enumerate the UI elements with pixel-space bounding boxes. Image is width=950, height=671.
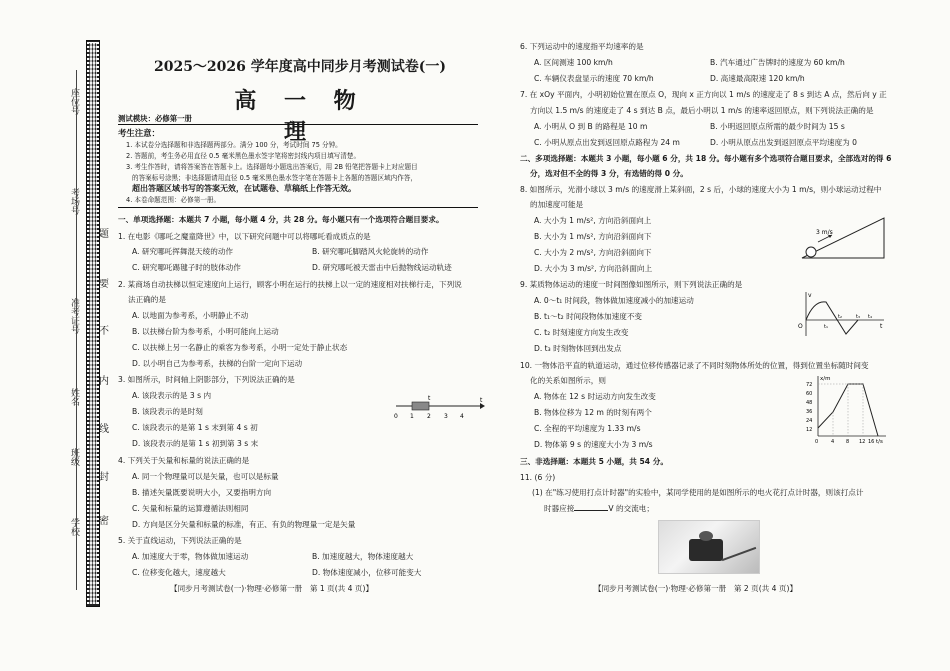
exam-room-field: [46, 188, 86, 268]
t3-label: t₃: [856, 314, 860, 320]
class-label: 班级: [69, 448, 79, 466]
seal-char: 不: [99, 326, 109, 337]
q7-option-d: D. 小明从原点出发到返回原点平均速度为 0: [710, 138, 858, 147]
seal-line-text: [99, 60, 113, 600]
y-tick: 60: [806, 391, 813, 397]
exam-title: 2025～2026 学年度高中同步月考测试卷(一): [153, 59, 447, 75]
q11-part1: (1) 在"练习使用打点计时器"的实验中，某同学使用的是如图所示的电火花打点计时器，则该打点计: [532, 488, 864, 497]
x-tick: 4: [831, 439, 835, 444]
q2-option-a: A. 以地面为参考系，小明静止不动: [132, 311, 249, 320]
q6-option-b: B. 汽车通过广告牌时的速度为 60 km/h: [710, 58, 845, 67]
question-7-stem: 7. 在 xOy 平面内，小明初始位置在原点 O，现向 x 正方向以 1 m/s 的速度走了 8 s 到达 A 点，然后向 y 正: [520, 90, 887, 99]
t-label: t: [880, 323, 883, 330]
note-line: 3. 考生作答时，请将答案答在答题卡上。选择题每小题选出答案后，用 2B 铅笔把答题卡上对应题目: [126, 163, 418, 171]
school-field: [46, 518, 86, 588]
section3-heading: 三、非选择题：本题共 5 小题，共 54 分。: [520, 457, 668, 466]
y-tick: 12: [806, 427, 813, 433]
timeline-shaded-segment: [412, 402, 429, 410]
y-tick: 72: [806, 382, 813, 388]
divider: [118, 124, 478, 125]
timeline-tick: 0: [394, 413, 398, 420]
name-field: [46, 388, 86, 448]
q4-option-b: B. 描述矢量既要说明大小，又要指明方向: [132, 488, 272, 497]
question-6-stem: 6. 下列运动中的速度指平均速率的是: [520, 42, 644, 51]
page2-footer: 【同步月考测试卷(一)·物理·必修第一册 第 2 页(共 4 页)】: [594, 584, 798, 593]
timer-body: [689, 539, 723, 561]
timeline-tick: 2: [427, 413, 431, 420]
q11-part1-cont: [544, 503, 654, 514]
section1-heading: 一、单项选择题：本题共 7 小题，每小题 4 分，共 28 分。每小题只有一个选项符合题目要求。: [118, 215, 444, 224]
section2-heading-cont: 分，选对但不全的得 3 分，有选错的得 0 分。: [530, 169, 688, 178]
x-axis-label: x/m: [820, 376, 831, 382]
timeline-tick: 1: [410, 413, 414, 420]
q10-xt-graph: [804, 372, 890, 444]
question-8-stem: 8. 如图所示，光滑小球以 3 m/s 的速度滑上某斜面，2 s 后，小球的速度大小为 1 m/s，则小球运动过程中: [520, 185, 882, 194]
origin-label: O: [798, 323, 803, 330]
q8-incline-figure: [798, 212, 888, 262]
q2-option-b: B. 以扶梯台阶为参考系，小明可能向上运动: [132, 327, 279, 336]
q1-option-a: A. 研究哪吒挥舞混天绫的动作: [132, 247, 234, 256]
q3-option-c: C. 该段表示的是第 1 s 末到第 4 s 初: [132, 423, 258, 432]
q1-option-b: B. 研究哪吒脚踏风火轮旋转的动作: [312, 247, 429, 256]
xt-line: [818, 384, 878, 436]
question-2-stem-cont: 法正确的是: [128, 295, 166, 304]
q10-option-b: B. 物体位移为 12 m 的时刻有两个: [534, 408, 652, 417]
q8-option-c: C. 大小为 2 m/s², 方向沿斜面向下: [534, 248, 652, 257]
page1-footer: 【同步月考测试卷(一)·物理·必修第一册 第 1 页(共 4 页)】: [170, 584, 374, 593]
q5-option-b: B. 加速度越大，物体速度越大: [312, 552, 414, 561]
q11-text: 时器应接: [544, 504, 575, 513]
question-1-stem: 1. 在电影《哪吒之魔童降世》中，以下研究问题中可以将哪吒看成质点的是: [118, 232, 371, 241]
q9-option-a: A. 0～t₁ 时间段，物体做加速度减小的加速运动: [534, 296, 694, 305]
timer-cable: [722, 547, 757, 561]
q9-option-c: C. t₂ 时刻速度方向发生改变: [534, 328, 629, 337]
y-tick: 48: [806, 400, 813, 406]
name-label: 姓名: [69, 388, 79, 406]
note-line: 超出答题区域书写的答案无效，在试题卷、草稿纸上作答无效。: [132, 184, 356, 193]
seal-char: 题: [99, 229, 109, 240]
t-axis-label: t/s: [876, 439, 883, 444]
question-11-stem: 11. (6 分): [520, 473, 556, 482]
q8-option-d: D. 大小为 3 m/s², 方向沿斜面向上: [534, 264, 653, 273]
school-label: 学校: [69, 518, 79, 536]
note-line: 4. 本卷命题范围：必修第一册。: [126, 196, 221, 204]
note-line: 2. 答题前，考生务必用直径 0.5 毫米黑色墨水签字笔将密封线内项目填写清楚。: [126, 152, 361, 160]
q8-option-b: B. 大小为 1 m/s², 方向沿斜面向下: [534, 232, 652, 241]
note-line: 的答案标号涂黑；非选择题请用直径 0.5 毫米黑色墨水签字笔在答题卡上各题的答题区域内作答，: [132, 174, 418, 182]
q10-option-c: C. 全程的平均速度为 1.33 m/s: [534, 424, 641, 433]
seal-char: 密: [99, 516, 109, 527]
timeline-axis-t: t: [480, 397, 483, 404]
q9-vt-graph: [796, 290, 886, 340]
q10-option-a: A. 物体在 12 s 时运动方向发生改变: [534, 392, 656, 401]
y-tick: 36: [806, 409, 813, 415]
question-2-stem: 2. 某商场自动扶梯以恒定速度向上运行，顾客小明在运行的扶梯上以一定的速度相对扶梯行走，下列说: [118, 280, 462, 289]
q10-option-d: D. 物体第 9 s 的速度大小为 3 m/s: [534, 440, 653, 449]
x-tick: 0: [815, 439, 819, 444]
timer-disc: [699, 531, 713, 541]
q7-option-a: A. 小明从 O 到 B 的路程是 10 m: [534, 122, 648, 131]
q6-option-c: C. 车辆仪表盘显示的速度 70 km/h: [534, 74, 654, 83]
x-tick: 12: [859, 439, 866, 444]
module-line: 测试模块：必修第一册: [118, 114, 192, 123]
q11-text-end: V 的交流电；: [608, 504, 654, 513]
timeline-tick: 4: [460, 413, 464, 420]
subject-title: 高 一 物 理: [234, 88, 366, 145]
v-label: v: [808, 292, 812, 299]
timeline-t-label: t: [428, 395, 431, 402]
q2-option-c: C. 以扶梯上另一名静止的乘客为参考系，小明一定处于静止状态: [132, 343, 348, 352]
gridlines: [818, 384, 863, 436]
q4-option-d: D. 方向是区分矢量和标量的标准，有正、有负的物理量一定是矢量: [132, 520, 356, 529]
q5-option-a: A. 加速度大于零，物体做加速运动: [132, 552, 249, 561]
fill-line: [76, 70, 78, 590]
question-7-stem-cont: 方向以 1.5 m/s 的速度走了 4 s 到达 B 点，最后小明以 1 m/s 的速率返回原点，则下列说法正确的是: [530, 106, 874, 115]
q9-option-d: D. t₃ 时刻物体回到出发点: [534, 344, 622, 353]
ticket-number-label: 准考证号: [69, 298, 79, 334]
question-5-stem: 5. 关于直线运动，下列说法正确的是: [118, 536, 242, 545]
question-10-stem: 10. 一物体沿平直的轨道运动，通过位移传感器记录了不同时刻物体所处的位置，得到位置坐标随时间变: [520, 361, 869, 370]
question-10-stem-cont: 化的关系如图所示，则: [530, 376, 606, 385]
binding-ornament-strip: [86, 40, 100, 607]
t4-label: t₄: [868, 314, 872, 320]
exam-room-label: 考场号: [69, 188, 79, 215]
seat-number-label: 座位号: [69, 88, 79, 115]
q6-option-d: D. 高速最高限速 120 km/h: [710, 74, 805, 83]
seal-char: 内: [99, 376, 109, 387]
q3-option-a: A. 该段表示的是 3 s 内: [132, 391, 212, 400]
answer-blank: [574, 503, 608, 511]
q3-option-d: D. 该段表示的是第 1 s 初到第 3 s 末: [132, 439, 259, 448]
q4-option-a: A. 同一个物理量可以是矢量，也可以是标量: [132, 472, 279, 481]
note-line: 1. 本试卷分选择题和非选择题两部分。满分 100 分，考试时间 75 分钟。: [126, 141, 342, 149]
q3-option-b: B. 该段表示的是时刻: [132, 407, 203, 416]
divider: [118, 207, 478, 208]
question-8-stem-cont: 的加速度可能是: [530, 200, 584, 209]
velocity-label: 3 m/s: [816, 229, 833, 236]
ball: [806, 247, 816, 257]
class-field: [46, 448, 86, 508]
q5-option-d: D. 物体速度减小，位移可能变大: [312, 568, 422, 577]
spark-timer-photo: [658, 520, 760, 574]
question-9-stem: 9. 某质物体运动的速度一时间图像如图所示，则下列说法正确的是: [520, 280, 743, 289]
y-tick: 24: [806, 418, 813, 424]
x-tick: 8: [846, 439, 850, 444]
notes-heading: 考生注意：: [118, 128, 160, 138]
question-4-stem: 4. 下列关于矢量和标量的说法正确的是: [118, 456, 250, 465]
q9-option-b: B. t₁～t₂ 时间段物体加速度不变: [534, 312, 643, 321]
q6-option-a: A. 区间测速 100 km/h: [534, 58, 613, 67]
ticket-number-field: [46, 298, 86, 388]
seal-char: 线: [99, 424, 109, 435]
q2-option-d: D. 以小明自己为参考系，扶梯的台阶一定向下运动: [132, 359, 303, 368]
x-tick: 16: [868, 439, 875, 444]
seat-number-field: [46, 88, 86, 198]
question-3-stem: 3. 如图所示，时间轴上阴影部分，下列说法正确的是: [118, 375, 295, 384]
vt-curve: [806, 302, 858, 334]
section2-heading: 二、多项选择题：本题共 3 小题，每小题 6 分，共 18 分。每小题有多个选项符合题目要求，全部选对的得 6: [520, 154, 892, 163]
seal-char: 封: [99, 472, 109, 483]
q3-timeline-figure: [394, 392, 486, 422]
t2-label: t₂: [838, 314, 842, 320]
q7-option-b: B. 小明返回原点所需的最少时间为 15 s: [710, 122, 845, 131]
q1-option-d: D. 研究哪吒被天雷击中后抛物线运动轨迹: [312, 263, 452, 272]
timeline-tick: 3: [444, 413, 448, 420]
seal-char: 要: [99, 279, 109, 290]
t1-label: t₁: [824, 324, 828, 330]
q5-option-c: C. 位移变化越大，速度越大: [132, 568, 226, 577]
q8-option-a: A. 大小为 1 m/s², 方向沿斜面向上: [534, 216, 652, 225]
q1-option-c: C. 研究哪吒踢毽子时的肢体动作: [132, 263, 241, 272]
q4-option-c: C. 矢量和标量的运算遵循法则相同: [132, 504, 249, 513]
q7-option-c: C. 小明从原点出发到返回原点路程为 24 m: [534, 138, 680, 147]
